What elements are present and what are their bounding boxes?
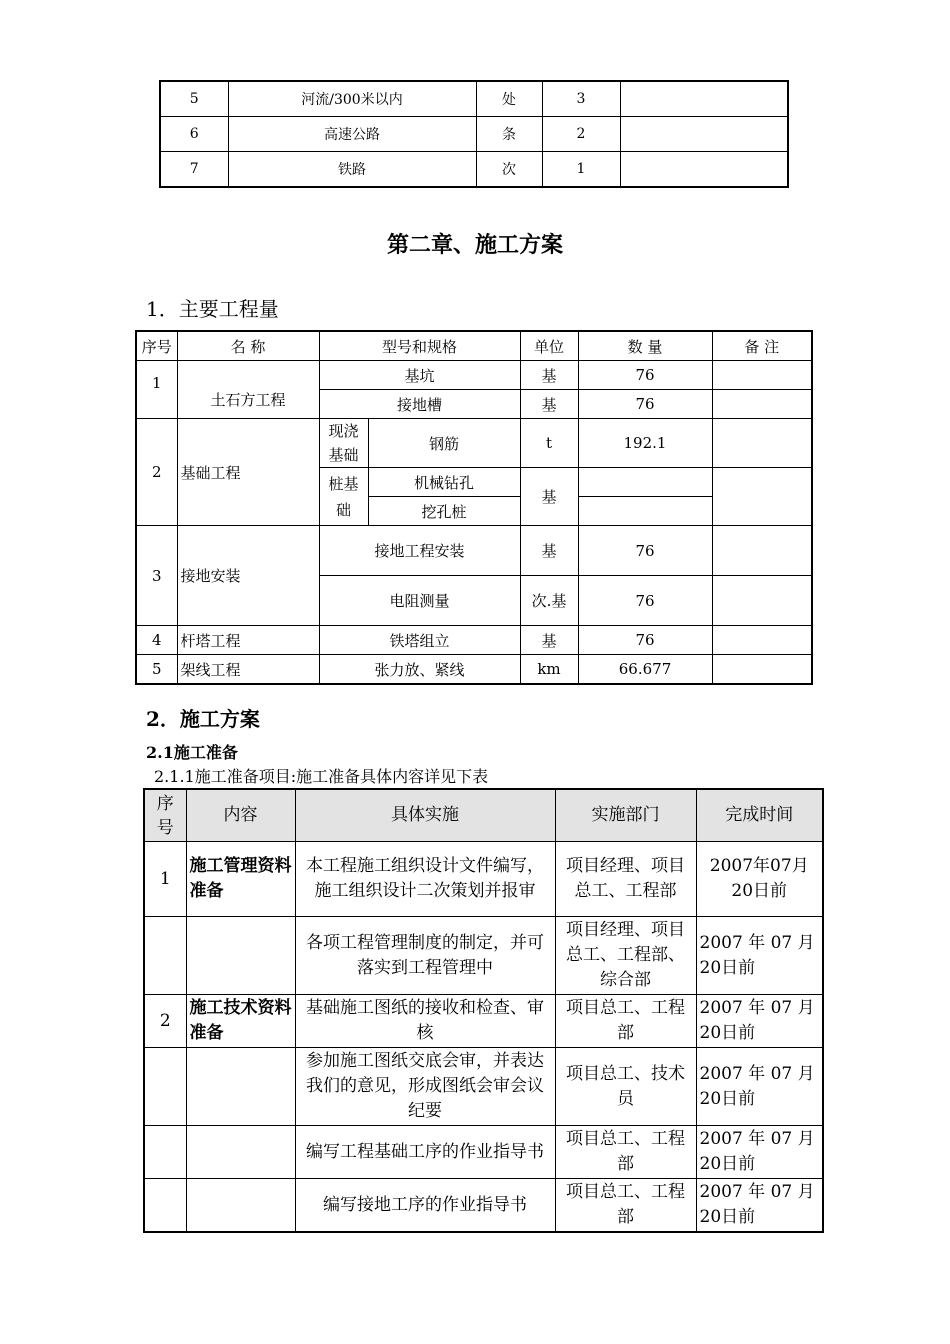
cell	[712, 576, 812, 626]
cell: 参加施工图纸交底会审，并表达我们的意见，形成图纸会审会议纪要	[295, 1048, 555, 1126]
cell: 2007年07月20日前	[696, 842, 823, 917]
chapter-title: 第二章、施工方案	[386, 232, 563, 258]
cell	[620, 117, 788, 152]
preparation-table	[143, 788, 824, 1233]
cell: 76	[578, 526, 712, 576]
cell: 项目总工、工程部	[555, 1179, 696, 1233]
header-cell: 实施部门	[555, 789, 696, 842]
table-row	[136, 626, 812, 655]
cell: 土石方工程	[177, 361, 319, 419]
cell: 基	[520, 361, 578, 390]
cell: 3	[136, 526, 177, 626]
table-row	[144, 917, 823, 995]
cell	[578, 497, 712, 526]
table-row	[144, 1126, 823, 1179]
cell: 现浇基础	[319, 419, 368, 468]
cell	[712, 526, 812, 576]
header-cell: 备 注	[712, 331, 812, 361]
cell: 接地槽	[319, 390, 520, 419]
cell: 5	[160, 81, 228, 117]
cell: 2007 年 07 月20日前	[696, 917, 823, 995]
cell: 次.基	[520, 576, 578, 626]
cell	[144, 917, 186, 995]
cell	[186, 1126, 295, 1179]
cell: 施工技术资料准备	[186, 995, 295, 1048]
table-row	[160, 152, 788, 188]
cell	[712, 419, 812, 468]
cell: 4	[136, 626, 177, 655]
cell: 2007 年 07 月20日前	[696, 1048, 823, 1126]
header-cell: 数 量	[578, 331, 712, 361]
cell	[620, 81, 788, 117]
cell	[712, 626, 812, 655]
cell: 张力放、紧线	[319, 655, 520, 685]
cell: 2007 年 07 月20日前	[696, 995, 823, 1048]
section-2-title: 2．施工方案	[146, 707, 260, 731]
cell: 76	[578, 576, 712, 626]
cell	[712, 468, 812, 526]
cell: 各项工程管理制度的制定，并可落实到工程管理中	[295, 917, 555, 995]
cell: 高速公路	[228, 117, 476, 152]
table-row	[160, 81, 788, 117]
cell: 2	[136, 419, 177, 526]
table-row	[144, 842, 823, 917]
cell: 接地安装	[177, 526, 319, 626]
header-cell: 完成时间	[696, 789, 823, 842]
paragraph-2-1-1: 2.1.1施工准备项目:施工准备具体内容详见下表	[154, 767, 489, 786]
cell: 电阻测量	[319, 576, 520, 626]
cell: 2	[144, 995, 186, 1048]
cell: 2007 年 07 月20日前	[696, 1126, 823, 1179]
cell: 钢筋	[368, 419, 520, 468]
header-cell: 具体实施	[295, 789, 555, 842]
header-cell: 序号	[136, 331, 177, 361]
header-cell: 内容	[186, 789, 295, 842]
cell: 192.1	[578, 419, 712, 468]
cell: t	[520, 419, 578, 468]
cell: 基	[520, 626, 578, 655]
cell: 2007 年 07 月20日前	[696, 1179, 823, 1233]
table-row	[144, 1048, 823, 1126]
cell	[144, 1048, 186, 1126]
cell	[144, 1126, 186, 1179]
cell: 6	[160, 117, 228, 152]
cell: 项目总工、技术员	[555, 1048, 696, 1126]
table-header-row	[144, 789, 823, 842]
cell: 挖孔桩	[368, 497, 520, 526]
cell: 编写接地工序的作业指导书	[295, 1179, 555, 1233]
cell	[712, 390, 812, 419]
cell	[712, 361, 812, 390]
table-row	[136, 361, 812, 390]
cell: 处	[476, 81, 542, 117]
cell	[578, 468, 712, 497]
table-row	[136, 526, 812, 576]
cell: 接地工程安装	[319, 526, 520, 576]
header-cell: 型号和规格	[319, 331, 520, 361]
cell: 76	[578, 626, 712, 655]
cell: 1	[144, 842, 186, 917]
header-cell: 序号	[144, 789, 186, 842]
section-2-1-title: 2.1施工准备	[146, 743, 238, 762]
cell: 项目总工、工程部	[555, 1126, 696, 1179]
table-row	[144, 1179, 823, 1233]
cell: 1	[136, 361, 177, 419]
cell: 7	[160, 152, 228, 188]
cell	[186, 917, 295, 995]
header-cell: 名 称	[177, 331, 319, 361]
cell: 施工管理资料准备	[186, 842, 295, 917]
cell: 项目经理、项目总工、工程部、综合部	[555, 917, 696, 995]
cell: 铁塔组立	[319, 626, 520, 655]
cell: 3	[542, 81, 620, 117]
cell: 2	[542, 117, 620, 152]
cell: 基	[520, 526, 578, 576]
cell	[144, 1179, 186, 1233]
cell	[186, 1048, 295, 1126]
quantities-table	[135, 330, 813, 685]
table-row	[144, 995, 823, 1048]
cell: 基础施工图纸的接收和检查、审核	[295, 995, 555, 1048]
cell: 基	[520, 390, 578, 419]
table-row	[136, 655, 812, 685]
cell: 编写工程基础工序的作业指导书	[295, 1126, 555, 1179]
cell: 76	[578, 361, 712, 390]
header-cell: 单位	[520, 331, 578, 361]
table-header-row	[136, 331, 812, 361]
cell	[712, 655, 812, 685]
cell: 条	[476, 117, 542, 152]
cell: 河流/300米以内	[228, 81, 476, 117]
cell: 76	[578, 390, 712, 419]
cell: 项目总工、工程部	[555, 995, 696, 1048]
table-row	[160, 117, 788, 152]
cell	[186, 1179, 295, 1233]
cell: 杆塔工程	[177, 626, 319, 655]
table-row	[136, 419, 812, 468]
cell: 机械钻孔	[368, 468, 520, 497]
cell: 66.677	[578, 655, 712, 685]
cell: 基	[520, 468, 578, 526]
cell: 架线工程	[177, 655, 319, 685]
cell: 项目经理、项目总工、工程部	[555, 842, 696, 917]
cell: 基础工程	[177, 419, 319, 526]
cell	[620, 152, 788, 188]
cell: 次	[476, 152, 542, 188]
section-1-title: 1．主要工程量	[146, 297, 279, 321]
cell: 铁路	[228, 152, 476, 188]
cell: 基坑	[319, 361, 520, 390]
cell: km	[520, 655, 578, 685]
cell: 5	[136, 655, 177, 685]
continuation-table	[159, 80, 789, 188]
cell: 本工程施工组织设计文件编写， 施工组织设计二次策划并报审	[295, 842, 555, 917]
cell: 桩基础	[319, 468, 368, 526]
cell: 1	[542, 152, 620, 188]
